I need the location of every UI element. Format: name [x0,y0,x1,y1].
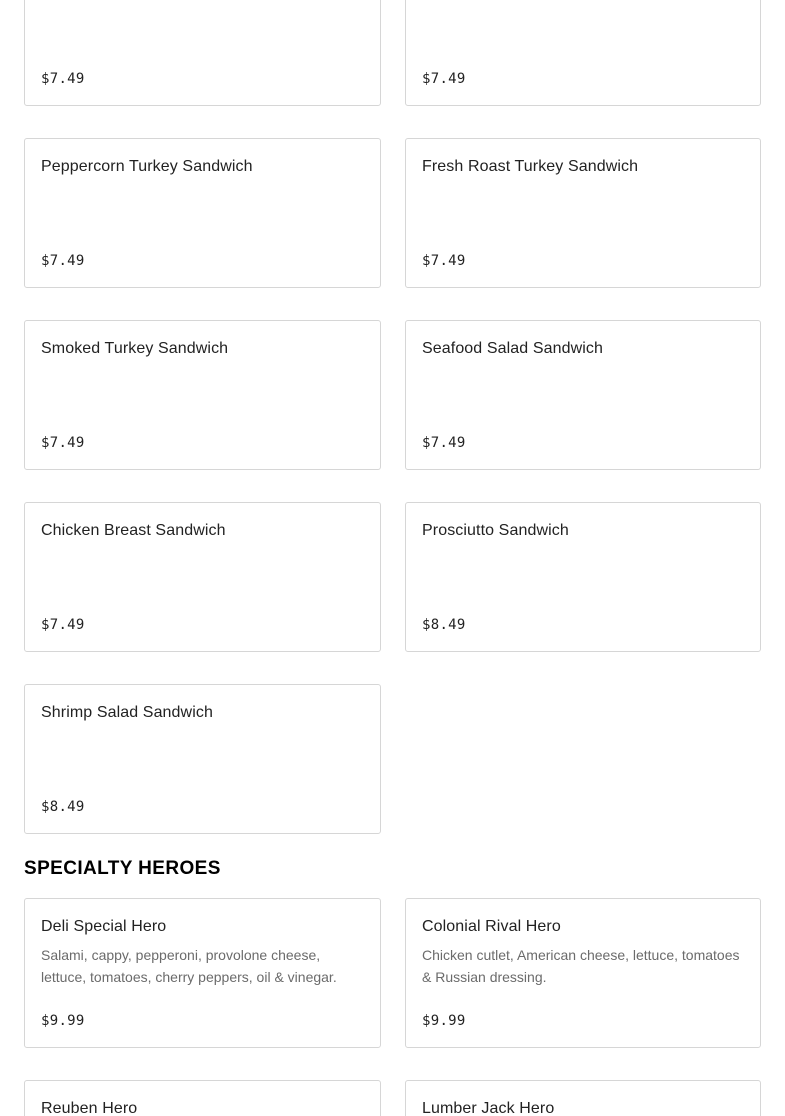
menu-item-card[interactable] [24,1080,381,1116]
menu-item-price: $7.49 [422,71,466,87]
menu-item-name: Smoked Turkey Sandwich [41,340,229,357]
menu-item-name: Deli Special Hero [41,918,167,935]
menu-item-price: $7.49 [41,617,85,633]
menu-item-card[interactable] [405,502,761,652]
menu-item-name: Seafood Salad Sandwich [422,340,603,357]
menu-item-card[interactable] [405,1080,761,1116]
menu-item-name: Reuben Hero [41,1100,138,1116]
menu-item-price: $7.49 [422,435,466,451]
section-title: SPECIALTY HEROES [24,858,221,879]
menu-item-card[interactable] [24,898,381,1048]
menu-item-name: Lumber Jack Hero [422,1100,555,1116]
menu-item-card[interactable] [24,138,381,288]
menu-item-card[interactable] [24,502,381,652]
menu-item-name: Fresh Roast Turkey Sandwich [422,158,639,175]
menu-item-card[interactable] [24,684,381,834]
menu-item-card[interactable] [405,898,761,1048]
menu-item-name: Peppercorn Turkey Sandwich [41,158,253,175]
menu-item-name: Prosciutto Sandwich [422,522,569,539]
menu-item-card[interactable] [24,0,381,106]
menu-item-price: $9.99 [41,1013,85,1029]
menu-item-name: Shrimp Salad Sandwich [41,704,213,721]
menu-item-price: $8.49 [422,617,466,633]
menu-item-card[interactable] [405,0,761,106]
menu-item-card[interactable] [24,320,381,470]
menu-item-description: Salami, cappy, pepperoni, provolone cheese, lettuce, tomatoes, cherry peppers, oil & vinegar. [41,947,337,985]
menu-item-price: $7.49 [41,253,85,269]
menu-item-card[interactable] [405,138,761,288]
menu-item-price: $8.49 [41,799,85,815]
menu-item-price: $7.49 [41,435,85,451]
menu-item-card[interactable] [405,320,761,470]
menu-item-name: Chicken Breast Sandwich [41,522,226,539]
menu-item-description: Chicken cutlet, American cheese, lettuce, tomatoes & Russian dressing. [422,947,740,985]
menu-item-price: $9.99 [422,1013,466,1029]
menu-item-price: $7.49 [422,253,466,269]
menu-item-price: $7.49 [41,71,85,87]
menu-item-name: Colonial Rival Hero [422,918,561,935]
